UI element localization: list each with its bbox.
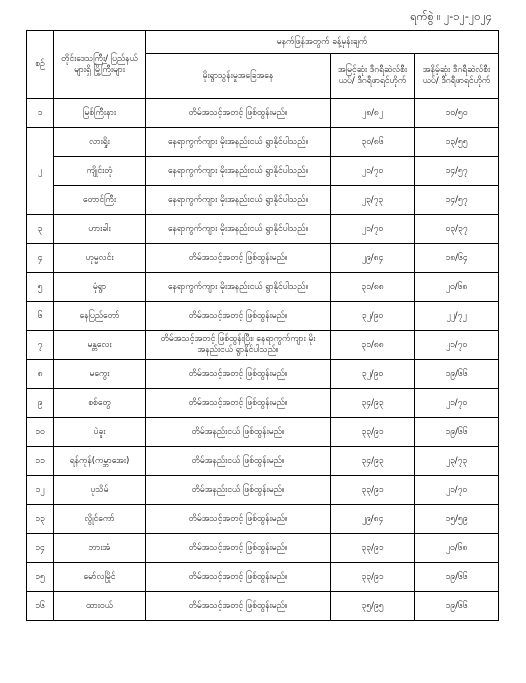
seq-cell: ၅ [27,273,54,302]
weather-cell: တိမ်အသင့်အတင့် ဖြစ်ထွန်းပြီး၊ နေရာကွက်ကျား မိုးအနည်းငယ် ရွာနိုင်ပါသည်။ [146,331,331,360]
city-cell: ပုသိမ် [54,476,146,505]
weather-cell: တိမ်အနည်းငယ် ဖြစ်ထွန်းမည်။ [146,476,331,505]
max-temp-cell: ၃၁/၈၈ [331,331,415,360]
seq-cell: ၃ [27,215,54,244]
city-cell: မုံရွာ [54,273,146,302]
seq-cell: ၁၁ [27,447,54,476]
weather-cell: တိမ်အသင့်အတင့် ဖြစ်ထွန်းမည်။ [146,360,331,389]
weather-header: မိုးရွာသွန်းမှုအခြေအနေ [146,54,331,99]
min-temp-cell: ၁၉/၆၆ [415,418,499,447]
min-temp-cell: ၂၃/၇၃ [415,447,499,476]
table-row [27,505,499,534]
city-cell: ထားဝယ် [54,592,146,621]
table-row [27,360,499,389]
min-temp-header: အနိမ့်ဆုံး ဒီဂရီဆဲလ်စီးယပ်/ ဒီဂရီဖာရင်ဟိုက် [415,54,499,99]
min-temp-cell: ၁၄/၅၇ [415,186,499,215]
seq-cell: ၆ [27,302,54,331]
min-temp-cell: ၁၉/၆၆ [415,360,499,389]
table-row [27,592,499,621]
city-cell: တောင်ကြီး [54,186,146,215]
weather-cell: တိမ်အသင့်အတင့် ဖြစ်ထွန်းမည်။ [146,534,331,563]
weather-cell: နေရာကွက်ကျား မိုးအနည်းငယ် ရွာနိုင်ပါသည်။ [146,157,331,186]
city-cell: မော်လမြိုင် [54,563,146,592]
min-temp-cell: ၁၀/၅၀ [415,99,499,128]
max-temp-cell: ၂၁/၇၀ [331,215,415,244]
seq-cell: ၄ [27,244,54,273]
weather-forecast-table [26,30,499,621]
max-temp-cell: ၃၅/၉၅ [331,592,415,621]
min-temp-cell: ၁၃/၅၅ [415,128,499,157]
table-body [27,99,499,621]
min-temp-cell: ၂၂/၇၂ [415,302,499,331]
city-cell: ဟားခါး [54,215,146,244]
min-temp-cell: ၂၀/၆၈ [415,534,499,563]
seq-cell: ၁၅ [27,563,54,592]
weather-cell: တိမ်အသင့်အတင့် ဖြစ်ထွန်းမည်။ [146,99,331,128]
max-temp-header: အမြင့်ဆုံး ဒီဂရီဆဲလ်စီးယပ်/ ဒီဂရီဖာရင်ဟိုက် [331,54,415,99]
max-temp-cell: ၃၃/၉၁ [331,476,415,505]
weather-cell: တိမ်အသင့်အတင့် ဖြစ်ထွန်းမည်။ [146,505,331,534]
weather-cell: နေရာကွက်ကျား မိုးအနည်းငယ် ရွာနိုင်ပါသည်။ [146,186,331,215]
table-row [27,563,499,592]
max-temp-cell: ၃၄/၉၃ [331,389,415,418]
max-temp-cell: ၂၁/၇၀ [331,157,415,186]
city-cell: လားရှိုး [54,128,146,157]
city-cell: စစ်တွေ [54,389,146,418]
weather-cell: နေရာကွက်ကျား မိုးအနည်းငယ် ရွာနိုင်ပါသည်။ [146,128,331,157]
max-temp-cell: ၃၂/၉၀ [331,302,415,331]
max-temp-cell: ၃၂/၉၀ [331,360,415,389]
table-row [27,215,499,244]
table-row [27,447,499,476]
weather-cell: နေရာကွက်ကျား မိုးအနည်းငယ် ရွာနိုင်ပါသည်။ [146,215,331,244]
weather-cell: တိမ်အသင့်အတင့် ဖြစ်ထွန်းမည်။ [146,563,331,592]
weather-cell: တိမ်အသင့်အတင့် ဖြစ်ထွန်းမည်။ [146,592,331,621]
max-temp-cell: ၂၈/၈၂ [331,99,415,128]
min-temp-cell: ၂၁/၇၀ [415,331,499,360]
min-temp-cell: ၁၉/၆၆ [415,563,499,592]
date-line: ရက်စွဲ ။ ၂-၁၂-၂၀၂၄ [410,10,492,23]
table-row [27,389,499,418]
max-temp-cell: ၃၃/၉၁ [331,563,415,592]
max-temp-cell: ၃၄/၉၃ [331,447,415,476]
table-row [27,534,499,563]
max-temp-cell: ၂၉/၈၄ [331,505,415,534]
seq-cell: ၁၀ [27,418,54,447]
max-temp-cell: ၃၃/၉၁ [331,418,415,447]
seq-cell: ၇ [27,331,54,360]
seq-cell: ၁ [27,99,54,128]
weather-cell: တိမ်အသင့်အတင့် ဖြစ်ထွန်းမည်။ [146,389,331,418]
seq-cell: ၁၄ [27,534,54,563]
city-cell: မကွေး [54,360,146,389]
max-temp-cell: ၂၉/၈၄ [331,244,415,273]
max-temp-cell: ၃၁/၈၈ [331,273,415,302]
forecast-group-header: မနက်ဖြန်အတွက် ခန့်မှန်းချက် [146,31,499,54]
min-temp-cell: ၀၃/၃၇ [415,215,499,244]
city-cell: နေပြည်တော် [54,302,146,331]
max-temp-cell: ၃၀/၈၆ [331,128,415,157]
table-row [27,418,499,447]
min-temp-cell: ၁၄/၅၇ [415,157,499,186]
min-temp-cell: ၂၁/၇၀ [415,476,499,505]
seq-cell: ၈ [27,360,54,389]
min-temp-cell: ၂၀/၆၈ [415,273,499,302]
table-row [27,302,499,331]
table-row [27,186,499,215]
seq-cell: ၂ [27,128,54,215]
seq-cell: ၁၆ [27,592,54,621]
weather-cell: တိမ်အနည်းငယ် ဖြစ်ထွန်းမည်။ [146,447,331,476]
table-row [27,331,499,360]
city-cell: ဘားအံ [54,534,146,563]
min-temp-cell: ၁၅/၅၉ [415,505,499,534]
table-row [27,157,499,186]
max-temp-cell: ၂၃/၇၃ [331,186,415,215]
weather-cell: တိမ်အသင့်အတင့် ဖြစ်ထွန်းမည်။ [146,302,331,331]
table-row [27,99,499,128]
table-header [27,31,499,99]
city-cell: ရန်ကုန်(ကမ္ဘာအေး) [54,447,146,476]
weather-cell: နေရာကွက်ကျား မိုးအနည်းငယ် ရွာနိုင်ပါသည်။ [146,273,331,302]
city-cell: လွိုင်ကော် [54,505,146,534]
table-row [27,273,499,302]
min-temp-cell: ၁၈/၆၄ [415,244,499,273]
seq-cell: ၉ [27,389,54,418]
table-row [27,128,499,157]
city-cell: ဟုမ္မလင်း [54,244,146,273]
city-cell: မြစ်ကြီးနား [54,99,146,128]
weather-cell: တိမ်အနည်းငယ် ဖြစ်ထွန်းမည်။ [146,418,331,447]
table-row [27,476,499,505]
table-row [27,244,499,273]
region-header: တိုင်းဒေသကြီး/ ပြည်နယ်များရှိ မြို့ကြီးများ [54,31,146,99]
min-temp-cell: ၂၁/၇၀ [415,389,499,418]
min-temp-cell: ၁၉/၆၆ [415,592,499,621]
city-cell: ကျိုင်းတုံ [54,157,146,186]
seq-header: စဉ် [27,31,54,99]
city-cell: မန္တလေး [54,331,146,360]
seq-cell: ၁၃ [27,505,54,534]
weather-cell: တိမ်အသင့်အတင့် ဖြစ်ထွန်းမည်။ [146,244,331,273]
city-cell: ပဲခူး [54,418,146,447]
max-temp-cell: ၃၃/၉၁ [331,534,415,563]
seq-cell: ၁၂ [27,476,54,505]
